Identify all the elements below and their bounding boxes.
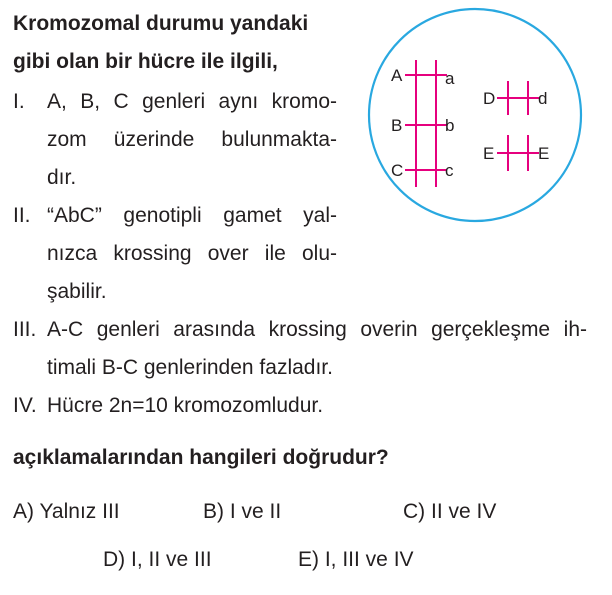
cell-membrane	[369, 9, 581, 221]
statement-i-numeral: I.	[13, 90, 25, 113]
option-d-text: I, II ve III	[131, 548, 212, 571]
statement-i-line-3: dır.	[47, 166, 77, 189]
option-c-text: II ve IV	[431, 500, 497, 523]
gene-label-E-left: E	[483, 144, 495, 163]
option-e-letter: E)	[298, 548, 319, 571]
option-a-text: Yalnız III	[39, 500, 120, 523]
gene-label-E-right: E	[538, 144, 550, 163]
option-a-letter: A)	[13, 500, 34, 523]
statement-iii-numeral: III.	[13, 318, 37, 341]
gene-label-A: A	[391, 66, 403, 85]
option-e[interactable]	[298, 548, 414, 572]
statement-iv-numeral: IV.	[13, 394, 37, 417]
option-b-text: I ve II	[229, 500, 282, 523]
gene-label-B: B	[391, 116, 403, 135]
statement-i-line-2: zom üzerinde bulunmakta-	[47, 128, 337, 151]
option-c[interactable]	[403, 500, 496, 524]
option-d[interactable]	[103, 548, 212, 572]
option-c-letter: C)	[403, 500, 426, 523]
option-e-text: I, III ve IV	[324, 548, 414, 571]
option-b[interactable]	[203, 500, 281, 524]
gene-label-D: D	[483, 89, 496, 108]
statement-ii-line-2: nızca krossing over ile olu-	[47, 242, 337, 265]
gene-label-d: d	[538, 89, 548, 108]
stem-line-2: gibi olan bir hücre ile ilgili,	[13, 50, 278, 73]
option-a[interactable]	[13, 500, 120, 524]
question-prompt: açıklamalarından hangileri doğrudur?	[13, 446, 389, 469]
statement-iv-line-1: Hücre 2n=10 kromozomludur.	[47, 394, 324, 417]
statement-ii-line-3: şabilir.	[47, 280, 107, 303]
statement-ii-numeral: II.	[13, 204, 31, 227]
statement-ii-line-1: “AbC” genotipli gamet yal-	[47, 204, 337, 227]
statement-iii-line-2: timali B-C genlerinden fazladır.	[47, 356, 333, 379]
statement-iii-line-1: A-C genleri arasında krossing overin gerçekleşme ih-	[47, 318, 587, 341]
option-b-letter: B)	[203, 500, 224, 523]
gene-label-b: b	[445, 116, 455, 135]
cell-diagram	[360, 5, 600, 230]
stem-line-1: Kromozomal durumu yandaki	[13, 12, 309, 35]
gene-label-c: c	[445, 161, 454, 180]
statement-i-line-1: A, B, C genleri aynı kromo-	[47, 90, 337, 113]
gene-label-C: C	[391, 161, 404, 180]
gene-label-a: a	[445, 69, 455, 88]
option-d-letter: D)	[103, 548, 126, 571]
